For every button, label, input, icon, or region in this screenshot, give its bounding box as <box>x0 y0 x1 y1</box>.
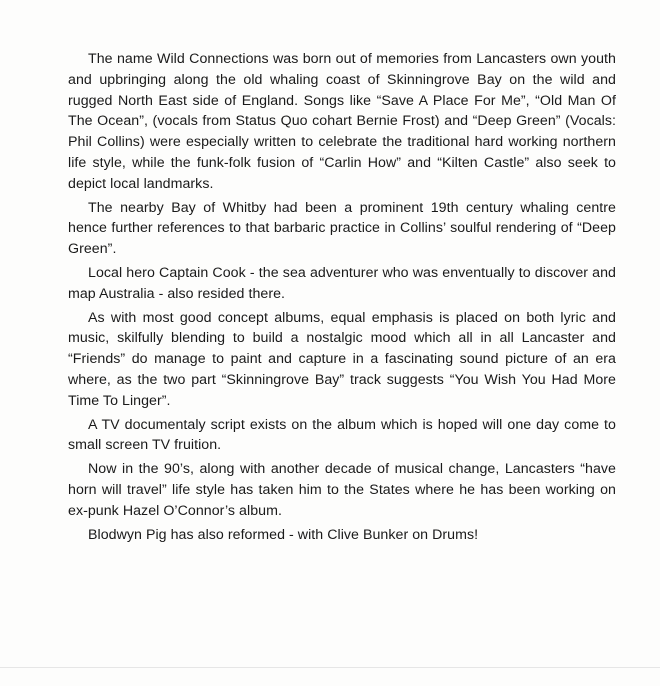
page-bottom-edge <box>0 667 660 668</box>
paragraph-tv-documentary: A TV documentaly script exists on the album which is hoped will one day come to small screen TV fruition. <box>68 416 616 454</box>
paragraph-concept-albums: As with most good concept albums, equal emphasis is placed on both lyric and music, skilfully blending to build a nostalgic mood which all in all Lancaster and “Friends” do manage to paint and capture in a fascinating sound picture of an era where, as the two part “Skinningrove Bay” track suggests “You Wish You Had More Time To Linger”. <box>68 309 616 409</box>
paragraph-the-90s: Now in the 90’s, along with another decade of musical change, Lancasters “have horn will travel” life style has taken him to the States where he has been working on ex-punk Hazel O’Connor’s album. <box>68 461 616 519</box>
paragraph-blodwyn-pig: Blodwyn Pig has also reformed - with Clive Bunker on Drums! <box>88 526 479 543</box>
paragraph-captain-cook: Local hero Captain Cook - the sea adventurer who was enventually to discover and map Australia - also resided there. <box>68 264 616 302</box>
liner-notes-text <box>68 49 616 548</box>
paragraph-wild-connections: The name Wild Connections was born out of memories from Lancasters own youth and upbringing along the old whaling coast of Skinningrove Bay on the wild and rugged North East side of England. Songs like “Save A Place For Me”, “Old Man Of The Ocean”, (vocals from Status Quo cohart Bernie Frost) and “Deep Green” (Vocals: Phil Collins) were especially written to celebrate the traditional hard working northern life style, while the funk-folk fusion of “Carlin How” and “Kilten Castle” also seek to depict local landmarks. <box>68 51 616 192</box>
paragraph-bay-of-whitby: The nearby Bay of Whitby had been a prominent 19th century whaling centre hence further references to that barbaric practice in Collins’ soulful rendering of “Deep Green”. <box>68 199 616 258</box>
